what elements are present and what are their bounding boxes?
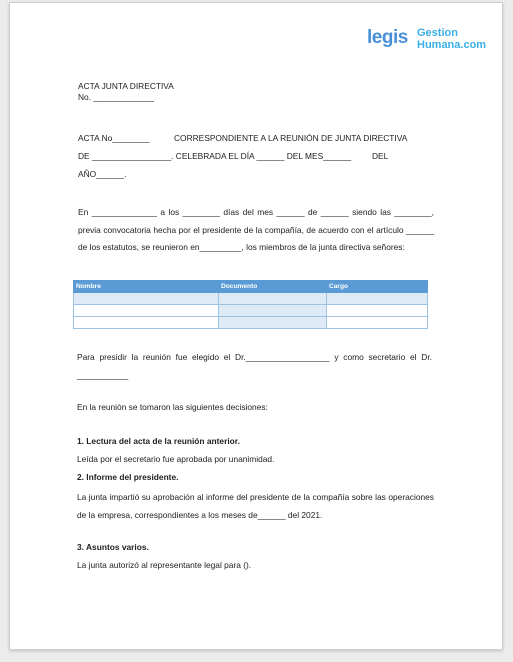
intro-line-2a: DE _________________. CELEBRADA EL DÍA ______ DEL MES______ <box>78 151 352 161</box>
logo-line-1: Gestion <box>417 27 458 39</box>
table-row <box>74 293 428 305</box>
table-row <box>74 317 428 329</box>
table-cell[interactable] <box>219 293 327 305</box>
intro-line-1a: ACTA No________ <box>78 133 150 143</box>
document-title: ACTA JUNTA DIRECTIVA <box>78 81 174 91</box>
table-cell[interactable] <box>219 317 327 329</box>
table-cell[interactable] <box>219 305 327 317</box>
table-cell[interactable] <box>327 293 428 305</box>
document-number: No. _____________ <box>78 92 154 102</box>
item-3-title: 3. Asuntos varios. <box>77 542 149 552</box>
column-header-cargo: Cargo <box>327 281 428 293</box>
intro-line-1b: CORRESPONDIENTE A LA REUNIÓN DE JUNTA DIRECTIVA <box>174 133 408 143</box>
table-cell[interactable] <box>74 293 219 305</box>
column-header-documento: Documento <box>219 281 327 293</box>
table-row <box>74 305 428 317</box>
presidency-paragraph: Para presidir la reunión fue elegido el Dr.__________________ y como secretario el Dr. ___________ <box>77 352 432 380</box>
item-3-body: La junta autorizó al representante legal para (). <box>77 560 252 570</box>
logo-line-2: Humana.com <box>417 39 487 51</box>
item-1-title: 1. Lectura del acta de la reunión anterior. <box>77 436 240 446</box>
item-2-body: La junta impartió su aprobación al informe del presidente de la compañía sobre las operaciones de la empresa, correspondientes a los meses de______ del 2021. <box>77 492 434 520</box>
opening-paragraph: En ______________ a los ________ días del mes ______ de ______ siendo las ________, previa convocatoria hecha por el presidente de la compañía, de acuerdo con el artículo ______ de los estatutos, se reunieron en_________, los miembros de la junta directiva señores: <box>78 207 434 252</box>
item-2-title: 2. Informe del presidente. <box>77 472 179 482</box>
table-cell[interactable] <box>74 305 219 317</box>
column-header-nombre: Nombre <box>74 281 219 293</box>
table-cell[interactable] <box>327 317 428 329</box>
logo-brand: legis <box>367 27 408 48</box>
members-table-header <box>74 281 428 293</box>
intro-line-2b: DEL <box>372 151 389 161</box>
table-cell[interactable] <box>327 305 428 317</box>
decisions-intro: En la reunión se tomaron las siguientes decisiones: <box>77 402 268 412</box>
members-table <box>73 280 428 329</box>
item-1-body: Leída por el secretario fue aprobada por unanimidad. <box>77 454 275 464</box>
table-cell[interactable] <box>74 317 219 329</box>
intro-line-3: AÑO______. <box>78 169 127 179</box>
